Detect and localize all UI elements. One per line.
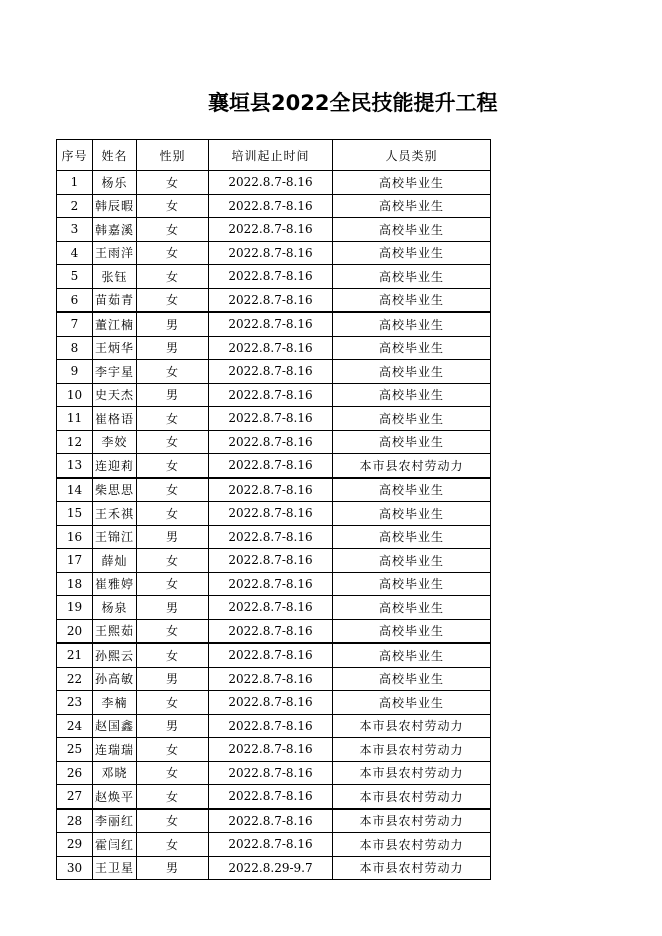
cell-category: 高校毕业生 bbox=[333, 288, 491, 312]
cell-category: 高校毕业生 bbox=[333, 643, 491, 667]
table-row bbox=[57, 738, 491, 762]
header-period: 培训起止时间 bbox=[209, 140, 333, 171]
cell-period: 2022.8.7-8.16 bbox=[209, 383, 333, 407]
cell-gender: 女 bbox=[137, 194, 209, 218]
cell-gender: 女 bbox=[137, 430, 209, 454]
cell-gender: 男 bbox=[137, 525, 209, 549]
cell-period: 2022.8.7-8.16 bbox=[209, 288, 333, 312]
cell-gender: 女 bbox=[137, 360, 209, 384]
cell-category: 本市县农村劳动力 bbox=[333, 809, 491, 833]
cell-no: 20 bbox=[57, 619, 93, 643]
cell-category: 高校毕业生 bbox=[333, 525, 491, 549]
cell-period: 2022.8.7-8.16 bbox=[209, 171, 333, 195]
cell-name: 邓晓 bbox=[93, 761, 137, 785]
cell-category: 本市县农村劳动力 bbox=[333, 833, 491, 857]
cell-no: 21 bbox=[57, 643, 93, 667]
table-row bbox=[57, 785, 491, 809]
table-row bbox=[57, 194, 491, 218]
cell-no: 19 bbox=[57, 596, 93, 620]
cell-category: 高校毕业生 bbox=[333, 667, 491, 691]
cell-name: 柴思思 bbox=[93, 478, 137, 502]
table-row bbox=[57, 502, 491, 526]
cell-name: 王锦江 bbox=[93, 525, 137, 549]
cell-period: 2022.8.7-8.16 bbox=[209, 218, 333, 242]
cell-name: 杨泉 bbox=[93, 596, 137, 620]
table-row bbox=[57, 833, 491, 857]
cell-name: 王卫星 bbox=[93, 856, 137, 880]
cell-name: 李丽红 bbox=[93, 809, 137, 833]
cell-no: 8 bbox=[57, 336, 93, 360]
cell-period: 2022.8.7-8.16 bbox=[209, 241, 333, 265]
cell-no: 11 bbox=[57, 407, 93, 431]
cell-period: 2022.8.7-8.16 bbox=[209, 833, 333, 857]
cell-no: 3 bbox=[57, 218, 93, 242]
table-row bbox=[57, 241, 491, 265]
cell-no: 18 bbox=[57, 572, 93, 596]
cell-gender: 女 bbox=[137, 265, 209, 289]
cell-period: 2022.8.7-8.16 bbox=[209, 691, 333, 715]
cell-gender: 男 bbox=[137, 383, 209, 407]
cell-gender: 女 bbox=[137, 738, 209, 762]
cell-no: 15 bbox=[57, 502, 93, 526]
cell-category: 高校毕业生 bbox=[333, 596, 491, 620]
cell-period: 2022.8.7-8.16 bbox=[209, 714, 333, 738]
table-row bbox=[57, 691, 491, 715]
table-row bbox=[57, 171, 491, 195]
cell-category: 高校毕业生 bbox=[333, 194, 491, 218]
table-row bbox=[57, 265, 491, 289]
cell-period: 2022.8.7-8.16 bbox=[209, 360, 333, 384]
cell-no: 9 bbox=[57, 360, 93, 384]
cell-period: 2022.8.7-8.16 bbox=[209, 336, 333, 360]
cell-name: 苗茹青 bbox=[93, 288, 137, 312]
cell-category: 本市县农村劳动力 bbox=[333, 738, 491, 762]
cell-period: 2022.8.7-8.16 bbox=[209, 667, 333, 691]
table-header-row bbox=[57, 140, 491, 171]
cell-name: 赵国鑫 bbox=[93, 714, 137, 738]
cell-no: 28 bbox=[57, 809, 93, 833]
cell-period: 2022.8.7-8.16 bbox=[209, 785, 333, 809]
cell-period: 2022.8.7-8.16 bbox=[209, 643, 333, 667]
cell-period: 2022.8.7-8.16 bbox=[209, 549, 333, 573]
cell-gender: 男 bbox=[137, 336, 209, 360]
table-row bbox=[57, 430, 491, 454]
table-row bbox=[57, 360, 491, 384]
cell-category: 高校毕业生 bbox=[333, 171, 491, 195]
cell-gender: 男 bbox=[137, 312, 209, 336]
cell-period: 2022.8.7-8.16 bbox=[209, 454, 333, 478]
table-row bbox=[57, 383, 491, 407]
cell-gender: 女 bbox=[137, 502, 209, 526]
cell-name: 王熙茹 bbox=[93, 619, 137, 643]
header-name: 姓名 bbox=[93, 140, 137, 171]
cell-category: 本市县农村劳动力 bbox=[333, 785, 491, 809]
cell-name: 王雨洋 bbox=[93, 241, 137, 265]
table-row bbox=[57, 714, 491, 738]
cell-category: 高校毕业生 bbox=[333, 383, 491, 407]
cell-period: 2022.8.7-8.16 bbox=[209, 265, 333, 289]
table-row bbox=[57, 454, 491, 478]
table-row bbox=[57, 288, 491, 312]
header-no: 序号 bbox=[57, 140, 93, 171]
cell-no: 10 bbox=[57, 383, 93, 407]
table-row bbox=[57, 525, 491, 549]
cell-category: 高校毕业生 bbox=[333, 502, 491, 526]
cell-gender: 女 bbox=[137, 241, 209, 265]
cell-gender: 女 bbox=[137, 288, 209, 312]
cell-category: 高校毕业生 bbox=[333, 407, 491, 431]
cell-period: 2022.8.7-8.16 bbox=[209, 407, 333, 431]
cell-gender: 女 bbox=[137, 619, 209, 643]
cell-gender: 女 bbox=[137, 407, 209, 431]
cell-period: 2022.8.7-8.16 bbox=[209, 596, 333, 620]
cell-gender: 女 bbox=[137, 572, 209, 596]
cell-name: 杨乐 bbox=[93, 171, 137, 195]
cell-gender: 男 bbox=[137, 856, 209, 880]
cell-name: 史天杰 bbox=[93, 383, 137, 407]
cell-no: 2 bbox=[57, 194, 93, 218]
cell-period: 2022.8.7-8.16 bbox=[209, 738, 333, 762]
cell-name: 孙熙云 bbox=[93, 643, 137, 667]
cell-gender: 女 bbox=[137, 171, 209, 195]
cell-category: 高校毕业生 bbox=[333, 478, 491, 502]
cell-gender: 女 bbox=[137, 833, 209, 857]
cell-no: 29 bbox=[57, 833, 93, 857]
cell-no: 12 bbox=[57, 430, 93, 454]
cell-gender: 女 bbox=[137, 454, 209, 478]
cell-period: 2022.8.7-8.16 bbox=[209, 761, 333, 785]
cell-name: 李姣 bbox=[93, 430, 137, 454]
table-row bbox=[57, 619, 491, 643]
cell-period: 2022.8.7-8.16 bbox=[209, 809, 333, 833]
header-category: 人员类别 bbox=[333, 140, 491, 171]
cell-gender: 女 bbox=[137, 218, 209, 242]
cell-no: 23 bbox=[57, 691, 93, 715]
cell-name: 赵焕平 bbox=[93, 785, 137, 809]
cell-period: 2022.8.7-8.16 bbox=[209, 478, 333, 502]
cell-name: 王炳华 bbox=[93, 336, 137, 360]
cell-gender: 女 bbox=[137, 549, 209, 573]
cell-category: 高校毕业生 bbox=[333, 360, 491, 384]
cell-category: 高校毕业生 bbox=[333, 312, 491, 336]
table-row bbox=[57, 596, 491, 620]
cell-name: 李楠 bbox=[93, 691, 137, 715]
table-row bbox=[57, 407, 491, 431]
cell-no: 25 bbox=[57, 738, 93, 762]
cell-period: 2022.8.7-8.16 bbox=[209, 619, 333, 643]
cell-no: 24 bbox=[57, 714, 93, 738]
cell-gender: 男 bbox=[137, 714, 209, 738]
cell-name: 李宇星 bbox=[93, 360, 137, 384]
cell-no: 30 bbox=[57, 856, 93, 880]
cell-period: 2022.8.7-8.16 bbox=[209, 572, 333, 596]
cell-name: 董江楠 bbox=[93, 312, 137, 336]
cell-gender: 女 bbox=[137, 809, 209, 833]
table-row bbox=[57, 667, 491, 691]
table-row bbox=[57, 643, 491, 667]
cell-category: 高校毕业生 bbox=[333, 619, 491, 643]
cell-gender: 女 bbox=[137, 785, 209, 809]
cell-name: 崔雅婷 bbox=[93, 572, 137, 596]
table-row bbox=[57, 572, 491, 596]
cell-no: 17 bbox=[57, 549, 93, 573]
cell-category: 高校毕业生 bbox=[333, 549, 491, 573]
cell-name: 连迎莉 bbox=[93, 454, 137, 478]
cell-category: 本市县农村劳动力 bbox=[333, 856, 491, 880]
table-row bbox=[57, 549, 491, 573]
cell-gender: 女 bbox=[137, 478, 209, 502]
cell-category: 本市县农村劳动力 bbox=[333, 761, 491, 785]
table-body bbox=[57, 171, 491, 880]
cell-category: 高校毕业生 bbox=[333, 691, 491, 715]
table-row bbox=[57, 809, 491, 833]
header-gender: 性别 bbox=[137, 140, 209, 171]
cell-gender: 男 bbox=[137, 596, 209, 620]
cell-no: 5 bbox=[57, 265, 93, 289]
cell-category: 高校毕业生 bbox=[333, 430, 491, 454]
cell-no: 4 bbox=[57, 241, 93, 265]
cell-category: 高校毕业生 bbox=[333, 572, 491, 596]
cell-no: 13 bbox=[57, 454, 93, 478]
table-row bbox=[57, 478, 491, 502]
cell-name: 孙高敏 bbox=[93, 667, 137, 691]
table-row bbox=[57, 856, 491, 880]
trainee-table bbox=[56, 139, 491, 880]
cell-period: 2022.8.7-8.16 bbox=[209, 312, 333, 336]
cell-no: 26 bbox=[57, 761, 93, 785]
page-title: 襄垣县2022全民技能提升工程 bbox=[208, 91, 498, 115]
table-row bbox=[57, 218, 491, 242]
cell-category: 高校毕业生 bbox=[333, 336, 491, 360]
cell-name: 王禾祺 bbox=[93, 502, 137, 526]
table-row bbox=[57, 761, 491, 785]
table-row bbox=[57, 312, 491, 336]
cell-category: 高校毕业生 bbox=[333, 241, 491, 265]
cell-gender: 女 bbox=[137, 643, 209, 667]
cell-category: 本市县农村劳动力 bbox=[333, 454, 491, 478]
cell-category: 高校毕业生 bbox=[333, 265, 491, 289]
cell-no: 7 bbox=[57, 312, 93, 336]
cell-name: 韩嘉溪 bbox=[93, 218, 137, 242]
cell-no: 16 bbox=[57, 525, 93, 549]
cell-name: 薛灿 bbox=[93, 549, 137, 573]
cell-no: 1 bbox=[57, 171, 93, 195]
cell-no: 6 bbox=[57, 288, 93, 312]
cell-name: 连瑞瑞 bbox=[93, 738, 137, 762]
cell-period: 2022.8.29-9.7 bbox=[209, 856, 333, 880]
cell-category: 本市县农村劳动力 bbox=[333, 714, 491, 738]
cell-no: 22 bbox=[57, 667, 93, 691]
cell-gender: 女 bbox=[137, 691, 209, 715]
cell-period: 2022.8.7-8.16 bbox=[209, 194, 333, 218]
cell-name: 韩辰暇 bbox=[93, 194, 137, 218]
cell-name: 霍闫红 bbox=[93, 833, 137, 857]
cell-period: 2022.8.7-8.16 bbox=[209, 430, 333, 454]
cell-period: 2022.8.7-8.16 bbox=[209, 502, 333, 526]
cell-gender: 女 bbox=[137, 761, 209, 785]
cell-name: 张钰 bbox=[93, 265, 137, 289]
cell-no: 27 bbox=[57, 785, 93, 809]
cell-no: 14 bbox=[57, 478, 93, 502]
cell-category: 高校毕业生 bbox=[333, 218, 491, 242]
cell-period: 2022.8.7-8.16 bbox=[209, 525, 333, 549]
cell-name: 崔格语 bbox=[93, 407, 137, 431]
cell-gender: 男 bbox=[137, 667, 209, 691]
table-row bbox=[57, 336, 491, 360]
